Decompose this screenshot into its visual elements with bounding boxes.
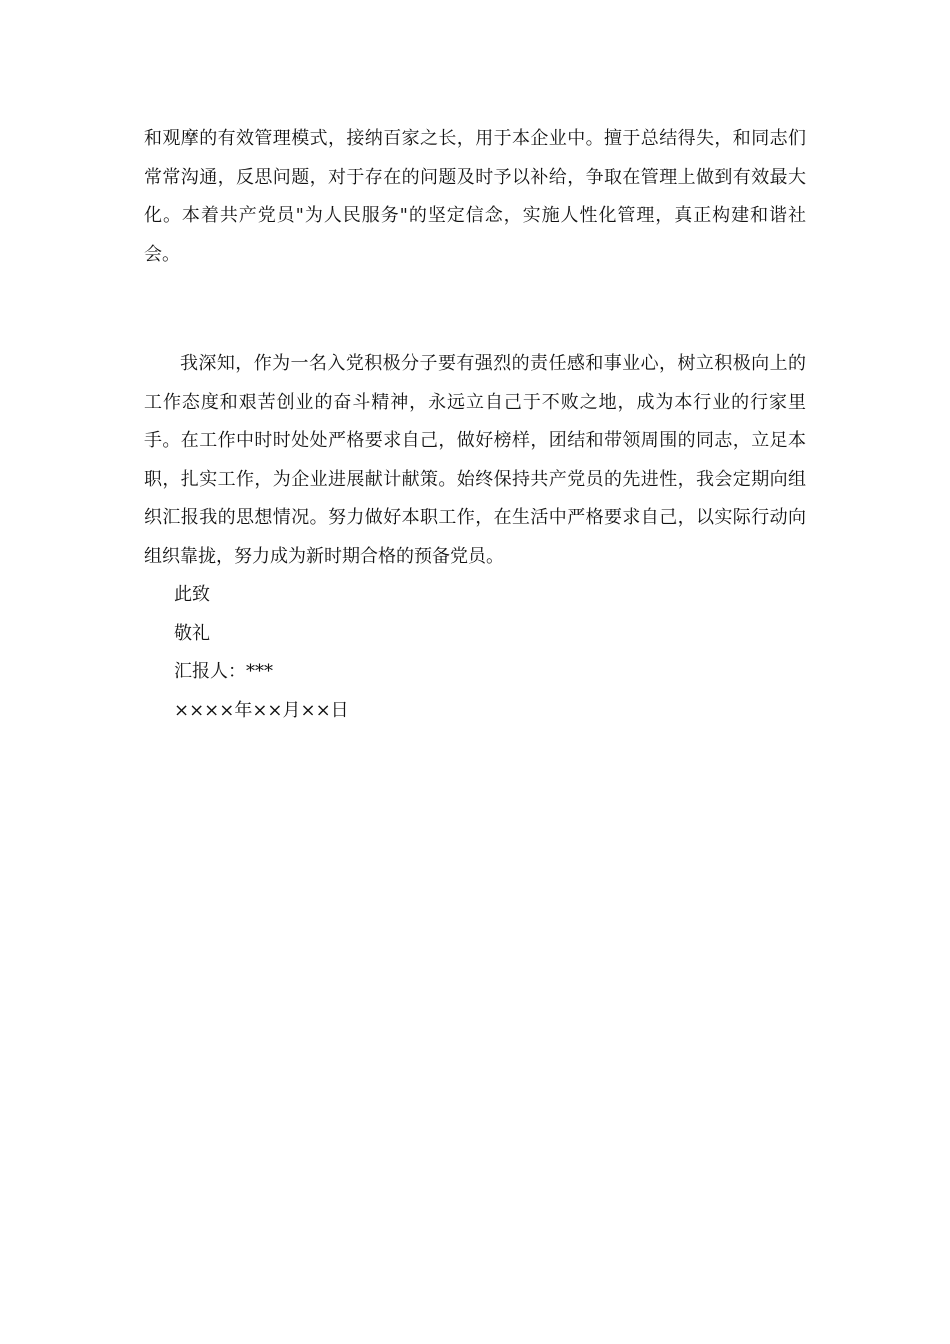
closing-salutation: 此致 <box>174 584 210 605</box>
paragraph-management: 和观摩的有效管理模式，接纳百家之长，用于本企业中。擅于总结得失，和同志们常常沟通，反思问题，对于存在的问题及时予以补给，争取在管理上做到有效最大化。本着共产党员"为人民服务"的坚定信念，实施人性化管理，真正构建和谐社会。 <box>144 128 806 265</box>
report-date: ××××年××月××日 <box>174 699 349 721</box>
closing-regards: 敬礼 <box>174 622 210 644</box>
reporter-signature: 汇报人：*** <box>174 661 273 682</box>
document-body <box>144 120 806 730</box>
paragraph-commitment: 我深知，作为一名入党积极分子要有强烈的责任感和事业心，树立积极向上的工作态度和艰苦创业的奋斗精神，永远立自己于不败之地，成为本行业的行家里手。在工作中时时处处严格要求自己，做好榜样，团结和带领周围的同志，立足本职，扎实工作，为企业进展献计献策。始终保持共产党员的先进性，我会定期向组织汇报我的思想情况。努力做好本职工作，在生活中严格要求自己，以实际行动向组织靠拢，努力成为新时期合格的预备党员。 <box>144 353 806 567</box>
